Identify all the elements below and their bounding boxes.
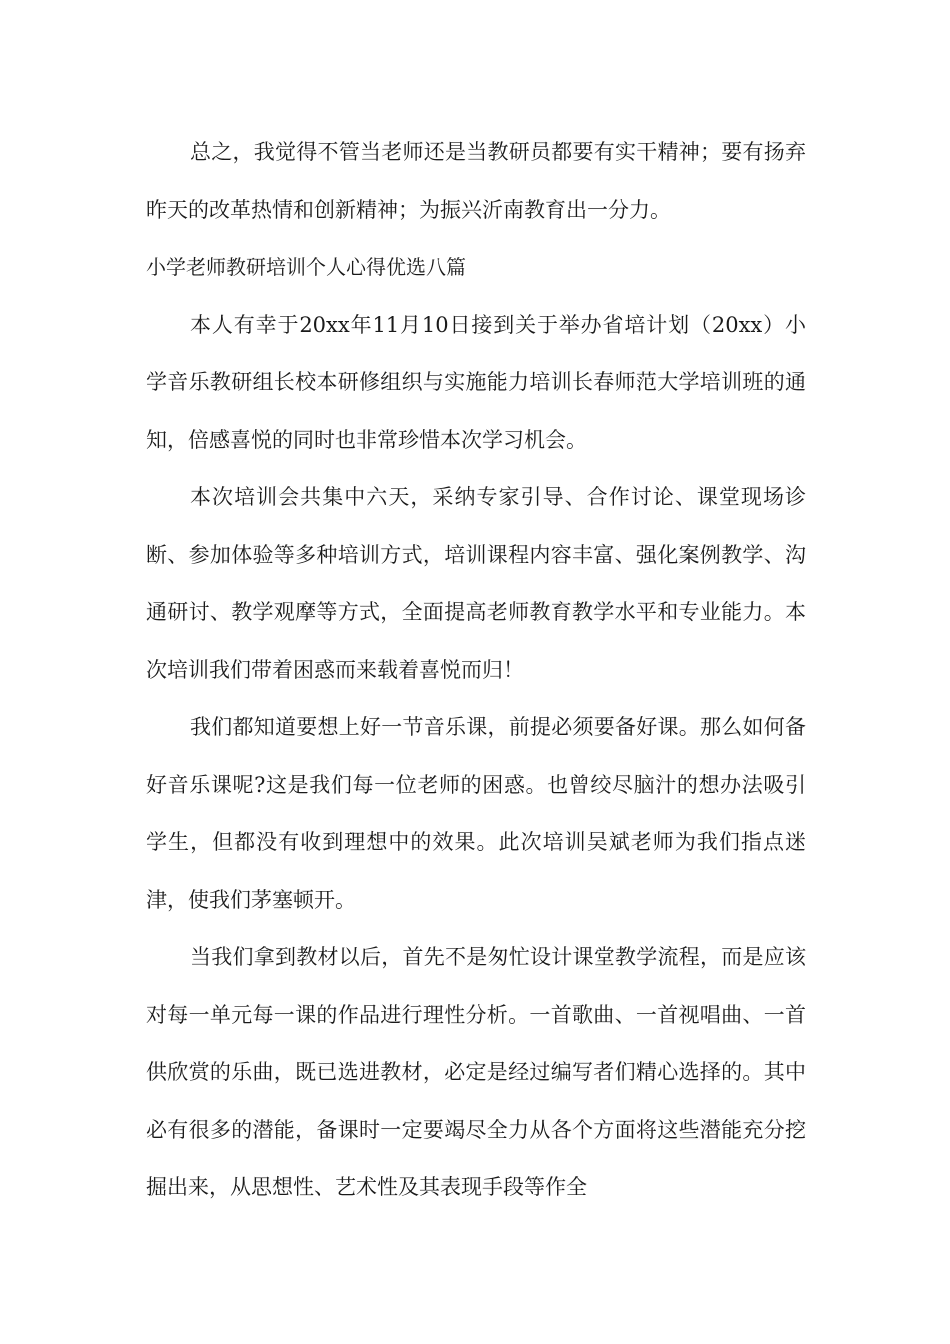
paragraph-lesson-prep: 我们都知道要想上好一节音乐课，前提必须要备好课。那么如何备好音乐课呢?这是我们每一位老师的困惑。也曾绞尽脑汁的想办法吸引学生，但都没有收到理想中的效果。此次培训吴斌老师为我们指点迷津，使我们茅塞顿开。	[146, 715, 806, 912]
paragraph-training-format: 本次培训会共集中六天，采纳专家引导、合作讨论、课堂现场诊断、参加体验等多种培训方式，培训课程内容丰富、强化案例教学、沟通研讨、教学观摩等方式，全面提高老师教育教学水平和专业能力。本次培训我们带着困惑而来载着喜悦而归！	[146, 485, 806, 682]
paragraph-training-notice: 本人有幸于20xx年11月10日接到关于举办省培计划（20xx）小学音乐教研组长校本研修组织与实施能力培训长春师范大学培训班的通知，倍感喜悦的同时也非常珍惜本次学习机会。	[146, 312, 806, 452]
section-heading: 小学老师教研培训个人心得优选八篇	[146, 255, 466, 279]
paragraph-material-analysis: 当我们拿到教材以后，首先不是匆忙设计课堂教学流程，而是应该对每一单元每一课的作品进行理性分析。一首歌曲、一首视唱曲、一首供欣赏的乐曲，既已选进教材，必定是经过编写者们精心选择的。其中必有很多的潜能，备课时一定要竭尽全力从各个方面将这些潜能充分挖掘出来，从思想性、艺术性及其表现手段等作全	[146, 945, 806, 1199]
document-body	[146, 124, 806, 1217]
paragraph-conclusion: 总之，我觉得不管当老师还是当教研员都要有实干精神；要有扬弃昨天的改革热情和创新精神；为振兴沂南教育出一分力。	[146, 140, 806, 222]
